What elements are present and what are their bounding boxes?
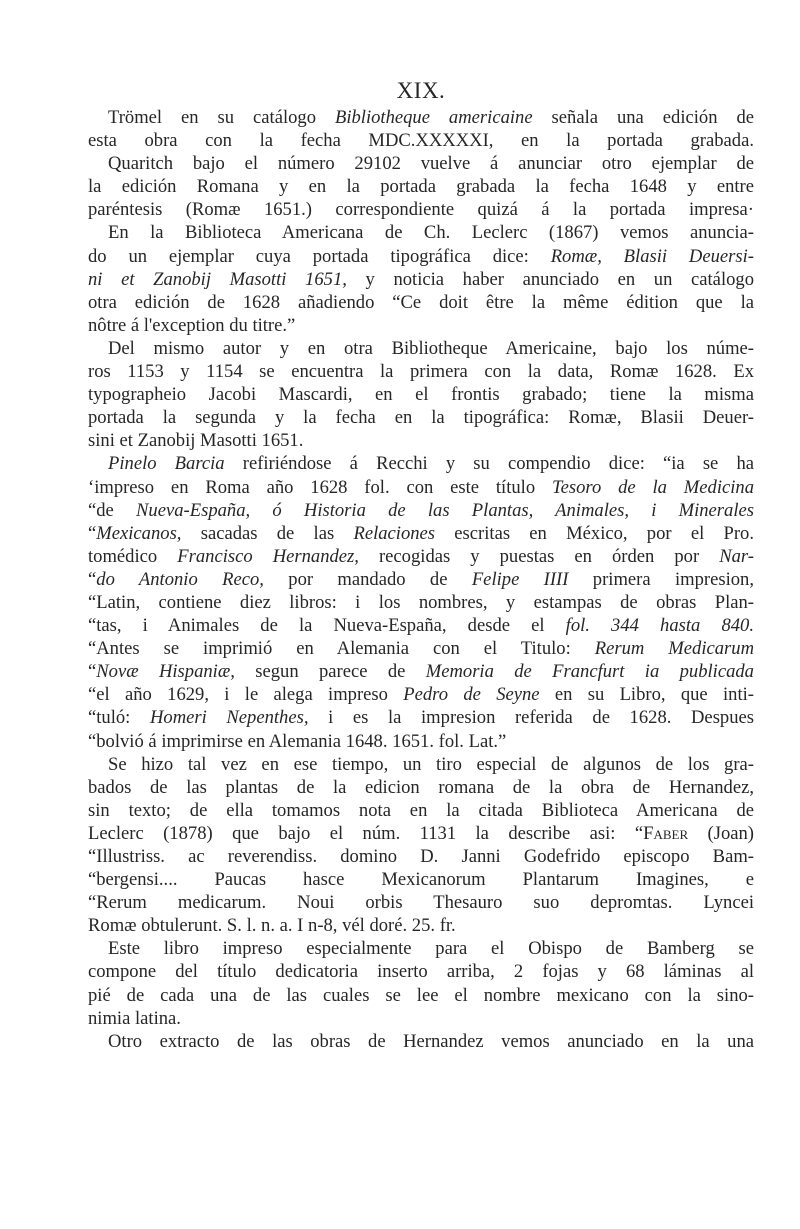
text-span: Del mismo autor y en otra Bibliotheque Americaine, bajo los núme- xyxy=(108,337,754,359)
text-span: Relaciones xyxy=(353,522,436,544)
text-span: Rerum Medicarum xyxy=(594,638,754,660)
text-span: (Joan) xyxy=(688,822,754,844)
text-span: Novæ Hispaniæ, xyxy=(96,661,235,683)
text-line xyxy=(88,337,754,360)
text-line xyxy=(88,175,754,198)
text-line xyxy=(88,452,754,475)
text-line xyxy=(88,429,754,452)
text-span: Trömel en su catálogo xyxy=(108,107,335,128)
text-span: escritas en México, por el Pro. xyxy=(435,522,754,544)
text-span: “Illustriss. ac reverendiss. domino D. Janni Godefrido episcopo Bam- xyxy=(88,846,754,867)
text-span: Bibliotheque americaine xyxy=(334,107,533,128)
text-span: en su Libro, que inti- xyxy=(539,684,754,706)
text-span: “Latin, contiene diez libros: i los nombres, y estampas de obras Plan- xyxy=(88,591,754,613)
text-line xyxy=(88,545,754,568)
text-line xyxy=(88,152,754,175)
text-span: fol. 344 hasta 840. xyxy=(565,615,754,637)
text-span: “bergensi.... Paucas hasce Mexicanorum Plantarum Imagines, e xyxy=(88,869,754,891)
text-span: sini et Zanobij Masotti 1651. xyxy=(88,430,304,452)
text-span: paréntesis (Romæ 1651.) correspondiente quizá á la portada impresa· xyxy=(88,199,754,221)
text-span: Se hizo tal vez en ese tiempo, un tiro especial de algunos de los gra- xyxy=(108,753,754,775)
text-span: nôtre á l'exception du titre.” xyxy=(88,314,296,336)
text-span: esta obra con la fecha MDC.XXXXXI, en la portada grabada. xyxy=(88,130,754,152)
text-line xyxy=(88,776,754,799)
text-span: sin texto; de ella tomamos nota en la citada Biblioteca Americana de xyxy=(88,799,754,821)
text-span: do Antonio Reco, xyxy=(96,568,264,590)
text-line xyxy=(88,383,754,406)
text-span: “bolvió á imprimirse en Alemania 1648. 1651. fol. Lat.” xyxy=(88,730,507,752)
text-span: Este libro impreso especialmente para el Obispo de Bamberg se xyxy=(108,938,754,960)
text-span: Leclerc (1878) que bajo el núm. 1131 la describe asi: “ xyxy=(88,822,644,844)
text-line xyxy=(88,937,754,960)
page xyxy=(88,0,754,1053)
text-span: segun parece de xyxy=(234,661,426,683)
text-span: Otro extracto de las obras de Hernandez vemos anunciado en la una xyxy=(108,1030,754,1052)
text-line xyxy=(88,845,754,868)
text-line xyxy=(88,822,754,845)
text-span: “el año 1629, i le alega impreso xyxy=(88,684,404,706)
text-line xyxy=(88,314,754,337)
text-span: primera impresion, xyxy=(568,568,754,590)
text-span: “ xyxy=(88,568,97,590)
text-span: Felipe IIII xyxy=(471,568,569,590)
text-line xyxy=(88,406,754,429)
text-line xyxy=(88,660,754,683)
text-line xyxy=(88,106,754,129)
text-line xyxy=(88,984,754,1007)
text-span: Mexicanos, xyxy=(96,522,182,544)
text-line xyxy=(88,1007,754,1030)
text-line xyxy=(88,522,754,545)
text-span: Nueva-España, ó Historia de las Plantas, Animales, i Minerales xyxy=(136,499,754,521)
text-span: Nar- xyxy=(719,545,754,567)
text-span: Romæ obtulerunt. S. l. n. a. I n-8, vél doré. 25. fr. xyxy=(88,915,456,937)
body-text xyxy=(88,106,754,1053)
text-span: la edición Romana y en la portada grabada la fecha 1648 y entre xyxy=(88,176,754,198)
text-line xyxy=(88,245,754,268)
text-span: refiriéndose á Recchi y su compendio dice: “ia se ha xyxy=(224,453,754,475)
text-span: sacadas de las xyxy=(181,522,354,544)
text-span: compone del título dedicatoria inserto arriba, 2 fojas y 68 láminas al xyxy=(88,961,754,983)
text-span: do un ejemplar cuya portada tipográfica dice: xyxy=(88,245,551,267)
text-span: Pinelo Barcia xyxy=(108,453,225,475)
text-line xyxy=(88,268,754,291)
text-span: y noticia haber anunciado en un catálogo xyxy=(346,268,754,290)
text-span: “Antes se imprimió en Alemania con el Titulo: xyxy=(88,638,595,660)
text-line xyxy=(88,730,754,753)
text-line xyxy=(88,914,754,937)
text-span: Faber xyxy=(643,822,689,844)
text-line xyxy=(88,753,754,776)
text-line xyxy=(88,891,754,914)
text-line xyxy=(88,499,754,522)
text-span: señala una edición de xyxy=(532,107,754,128)
text-span: bados de las plantas de la edicion romana de la obra de Hernandez, xyxy=(88,776,754,798)
text-span: typographeio Jacobi Mascardi, en el frontis grabado; tiene la misma xyxy=(88,384,754,406)
text-span: Romæ, Blasii Deuersi- xyxy=(550,245,754,267)
text-line xyxy=(88,614,754,637)
text-span: ros 1153 y 1154 se encuentra la primera con la data, Romæ 1628. Ex xyxy=(88,361,754,383)
text-line xyxy=(88,868,754,891)
text-span: Francisco Hernandez, xyxy=(177,545,359,567)
text-span: Quaritch bajo el número 29102 vuelve á anunciar otro ejemplar de xyxy=(108,153,754,175)
text-line xyxy=(88,799,754,822)
text-line xyxy=(88,568,754,591)
text-line xyxy=(88,198,754,221)
text-line xyxy=(88,291,754,314)
text-span: tomédico xyxy=(88,545,178,567)
text-span: Homeri Nepenthes, xyxy=(149,707,309,729)
page-number: XIX. xyxy=(396,78,446,103)
text-line xyxy=(88,476,754,499)
text-span: “ xyxy=(88,522,97,544)
text-span: por mandado de xyxy=(263,568,472,590)
text-span: otra edición de 1628 añadiendo “Ce doit être la même édition que la xyxy=(88,291,754,313)
text-span: Memoria de Francfurt ia publicada xyxy=(425,661,754,683)
text-line xyxy=(88,683,754,706)
text-span: nimia latina. xyxy=(88,1007,181,1029)
text-line xyxy=(88,706,754,729)
text-span: “Rerum medicarum. Noui orbis Thesauro suo depromtas. Lyncei xyxy=(88,892,754,914)
text-line xyxy=(88,1030,754,1053)
text-line xyxy=(88,591,754,614)
text-span: pié de cada una de las cuales se lee el nombre mexicano con la sino- xyxy=(88,984,754,1006)
text-span: recogidas y puestas en órden por xyxy=(358,545,720,567)
text-span: portada la segunda y la fecha en la tipográfica: Romæ, Blasii Deuer- xyxy=(88,407,754,429)
text-span: “tuló: xyxy=(88,707,150,729)
text-span: Pedro de Seyne xyxy=(403,684,540,706)
text-line xyxy=(88,637,754,660)
text-span: ni et Zanobij Masotti 1651, xyxy=(88,268,347,290)
text-span: “ xyxy=(88,661,97,683)
text-span: “de xyxy=(88,499,137,521)
text-span: “tas, i Animales de la Nueva-España, desde el xyxy=(88,615,566,637)
text-line xyxy=(88,129,754,152)
text-span: En la Biblioteca Americana de Ch. Leclerc (1867) vemos anuncia- xyxy=(108,222,754,244)
text-span: ‘impreso en Roma año 1628 fol. con este título xyxy=(88,476,552,498)
text-line xyxy=(88,221,754,244)
text-line xyxy=(88,360,754,383)
text-span: i es la impresion referida de 1628. Despues xyxy=(308,707,754,729)
text-line xyxy=(88,960,754,983)
text-span: Tesoro de la Medicina xyxy=(551,476,754,498)
